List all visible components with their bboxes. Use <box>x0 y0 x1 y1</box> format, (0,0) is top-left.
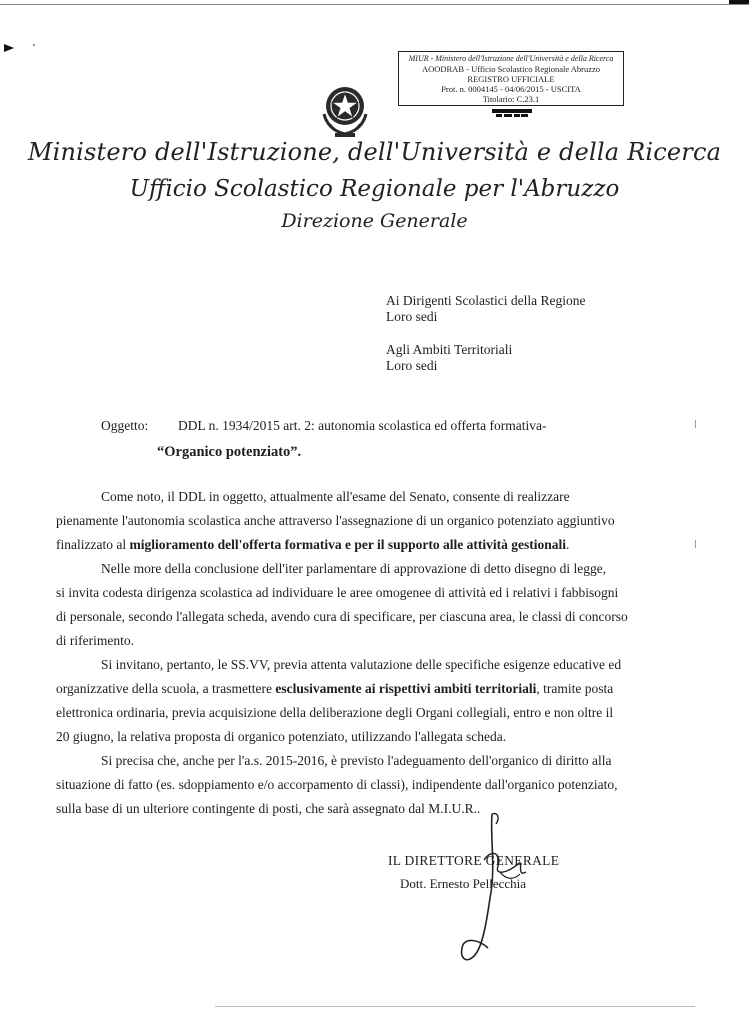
body-line: 20 giugno, la relativa proposta di organico potenziato, utilizzando l'allegata scheda. <box>56 729 507 744</box>
italian-republic-emblem-icon <box>314 78 376 140</box>
body-line: Si precisa che, anche per l'a.s. 2015-2016, è previsto l'adeguamento dell'organico di diritto alla <box>101 753 612 768</box>
body-line <box>56 681 613 697</box>
direction-title: Direzione Generale <box>281 210 468 232</box>
subject-text: DDL n. 1934/2015 art. 2: autonomia scolastica ed offerta formativa- <box>178 418 547 433</box>
scan-arrow-mark <box>4 44 14 52</box>
body-line: situazione di fatto (es. sdoppiamento e/o accorpamento di classi), indipendente dall'organico potenziato, <box>56 777 618 792</box>
handwritten-signature-icon <box>440 808 560 968</box>
recipient-block <box>386 293 585 325</box>
subject-label: Oggetto: <box>101 418 149 433</box>
body-line: Come noto, il DDL in oggetto, attualmente all'esame del Senato, consente di realizzare <box>101 489 570 504</box>
stamp-line: REGISTRO UFFICIALE <box>467 74 555 84</box>
recipient-location: Loro sedi <box>386 358 438 373</box>
office-title: Ufficio Scolastico Regionale per l'Abruzzo <box>129 176 620 202</box>
body-line: di riferimento. <box>56 633 134 648</box>
scan-speck <box>33 44 35 46</box>
scan-margin-mark <box>695 420 696 428</box>
subject-highlight: “Organico potenziato”. <box>157 444 302 460</box>
protocol-stamp <box>398 51 624 106</box>
body-line: si invita codesta dirigenza scolastica ad individuare le aree omogenee di attività ed i relativi i fabbisogni <box>56 585 619 600</box>
scan-bottom-edge <box>215 1006 695 1007</box>
body-line: Nelle more della conclusione dell'iter parlamentare di approvazione di detto disegno di legge, <box>101 561 607 576</box>
body-bold-text: esclusivamente ai rispettivi ambiti territoriali <box>275 681 537 696</box>
body-text: organizzative della scuola, a trasmettere <box>56 681 276 696</box>
body-line: pienamente l'autonomia scolastica anche attraverso l'assegnazione di un organico potenziato aggiuntivo <box>56 513 615 528</box>
recipient-name: Agli Ambiti Territoriali <box>386 342 513 357</box>
body-line: sulla base di un ulteriore contingente di posti, che sarà assegnato dal M.I.U.R.. <box>56 801 481 816</box>
signature-name: Dott. Ernesto Pellecchia <box>400 876 526 891</box>
barcode-icon <box>492 109 532 118</box>
body-line: di personale, secondo l'allegata scheda, avendo cura di specificare, per ciascuna area, le classi di concorso <box>56 609 628 624</box>
body-line: Si invitano, pertanto, le SS.VV, previa attenta valutazione delle specifiche esigenze educative ed <box>101 657 622 672</box>
scan-margin-mark <box>695 540 696 548</box>
signature-title: IL DIRETTORE GENERALE <box>388 853 560 868</box>
recipient-name: Ai Dirigenti Scolastici della Regione <box>386 293 586 308</box>
body-text: . <box>566 537 570 552</box>
stamp-line: MIUR - Ministero dell'Istruzione dell'Università e della Ricerca <box>408 54 614 63</box>
scan-top-edge <box>0 4 749 5</box>
body-bold-text: miglioramento dell'offerta formativa e per il supporto alle attività gestionali <box>129 537 567 552</box>
ministry-title: Ministero dell'Istruzione, dell'Università e della Ricerca <box>27 138 722 166</box>
scan-corner-mark <box>729 0 749 4</box>
body-text: finalizzato al <box>56 537 130 552</box>
stamp-line: Titolario: C.23.1 <box>482 94 540 104</box>
body-text: , tramite posta <box>536 681 614 696</box>
body-line <box>56 537 569 553</box>
stamp-line: AOODRAB - Ufficio Scolastico Regionale Abruzzo <box>421 64 601 74</box>
body-line: elettronica ordinaria, previa acquisizione della deliberazione degli Organi collegiali, entro e non oltre il <box>56 705 614 720</box>
stamp-line: Prot. n. 0004145 - 04/06/2015 - USCITA <box>441 84 581 94</box>
recipient-block <box>386 342 512 374</box>
recipient-location: Loro sedi <box>386 309 438 324</box>
